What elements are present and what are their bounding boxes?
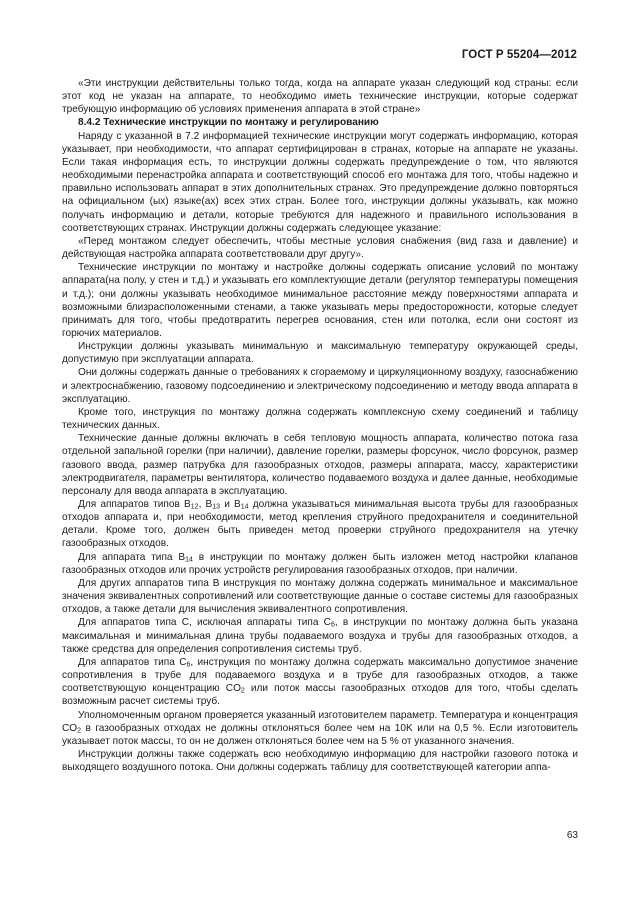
paragraph: Уполномоченным органом проверяется указанный изготовителем параметр. Температура и концентрация $CO_2$ в газообразных отходах не должны отклоняться более чем на 10K или на 0,5 %. Если изготовитель указывает поток массы, то он не должен отклоняться более чем на 5 % от указанного значения. xyxy=(62,709,578,747)
paragraph: Для аппаратов типов $B_{12}$, $B_{13}$ и $B_{14}$ должна указываться минимальная высота трубы для газообразных отходов аппарата и, при необходимости, метод крепления струйного предохранителя и соединительной детали. Кроме того, должен быть приведен метод проверки струйного предохранителя на утечку газообразных отходов. xyxy=(62,499,579,550)
paragraph: Инструкции должны также содержать всю необходимую информацию для настройки газового потока и выходящего воздушного потока. Они должны содержать таблицу для соответствующей категории аппа- xyxy=(62,748,578,774)
document-body xyxy=(62,77,578,774)
paragraph: Для аппаратов типа C, исключая аппараты типа $C_6$, в инструкции по монтажу должна быть указана максимальная и минимальная длина трубы подаваемого воздуха и трубы для газообразных отходов, а также средства для определения сопротивления системы труб. xyxy=(62,617,578,655)
paragraph: Они должны содержать данные о требованиях к сгораемому и циркуляционному воздуху, газоснабжению и электроснабжению, газовому подсоединению и электрическому подсоединению и методу ввода аппарата в эксплуатацию. xyxy=(62,367,578,405)
page-number: 63 xyxy=(566,830,578,841)
paragraph: «Эти инструкции действительны только тогда, когда на аппарате указан следующий код страны: если этот код не указан на аппарате, то необходимо иметь технические инструкции, которые содержат требующую информацию об условиях применения аппарата в этой стране» xyxy=(62,78,578,116)
paragraph: «Перед монтажом следует обеспечить, чтобы местные условия снабжения (вид газа и давление) и действующая настройка аппарата соответствовали друг другу». xyxy=(62,235,578,261)
paragraph: Для других аппаратов типа B инструкция по монтажу должна содержать минимальное и максимальное значения эквивалентных сопротивлений или соответствующие данные о составе системы для газообразных отходов, а также детали для вычисления эквивалентного сопротивления. xyxy=(62,577,578,616)
section-heading: 8.4.2 Технические инструкции по монтажу и регулированию xyxy=(78,117,379,129)
paragraph: Для аппаратов типа $C_6$, инструкция по монтажу должна содержать максимально допустимое значение сопротивления в трубе для подаваемого воздуха и в трубе для газообразных отходов, а также соответствующую концентрацию $CO_2$ или поток массы газообразных отходов для того, чтобы сделать возможным расчет системы труб. xyxy=(62,656,578,708)
paragraph: Для аппарата типа $B_{14}$ в инструкции по монтажу должен быть изложен метод настройки клапанов газообразных отходов или прочих устройств регулирования газообразных отходов, при наличии. xyxy=(62,551,578,576)
paragraph: Инструкции должны указывать минимальную и максимальную температуру окружающей среды, допустимую при эксплуатации аппарата. xyxy=(62,341,578,366)
paragraph: Технические данные должны включать в себя тепловую мощность аппарата, количество потока газа отдельной запальной горелки (при наличии), давление горелки, размеры форсунок, число форсунок, размер газового ввода, размер патрубка для газообразных отходов, размеры аппарата, массу, характеристики электродвигателя, параметры вентилятора, количество подаваемого воздуха и далее данные, необходимые персоналу для ввода аппарата в эксплуатацию. xyxy=(62,433,578,497)
paragraph: Технические инструкции по монтажу и настройке должны содержать описание условий по монтажу аппарата(на полу, у стен и т.д.) и указывать его комплектующие детали (регулятор температуры помещения и т.д.); они должны указывать необходимое минимальное расстояние между поверхностями аппарата и возможными близрасположенными стенами, а также указывать меры предосторожности, которые следует принимать для того, чтобы предотвратить перегрев основания, стен или потолка, если они состоят из горючих материалов. xyxy=(62,262,578,339)
paragraph: Наряду с указанной в 7.2 информацией технические инструкции могут содержать информацию, которая указывает, при необходимости, что аппарат сертифицирован в странах, которые на аппарате не указаны. Если такая информация есть, то инструкции должны содержать предупреждение о том, что являются необходимыми перенастройка аппарата и соответствующий способ его монтажа для того, чтобы надежно и правильно использовать аппарат в этих дополнительных странах. Это предупреждение должно повторяться на официальном (ых) языке(ах) всех этих стран. Более того, инструкции должны указывать, как можно получать информацию и детали, которые требуются для надежного и правильного использования в соответствующих странах. Инструкции должны содержать следующее указание: xyxy=(62,130,578,234)
standard-header: ГОСТ Р 55204—2012 xyxy=(461,49,577,61)
paragraph: Кроме того, инструкция по монтажу должна содержать комплексную схему соединений и таблицу технических данных. xyxy=(62,406,578,432)
